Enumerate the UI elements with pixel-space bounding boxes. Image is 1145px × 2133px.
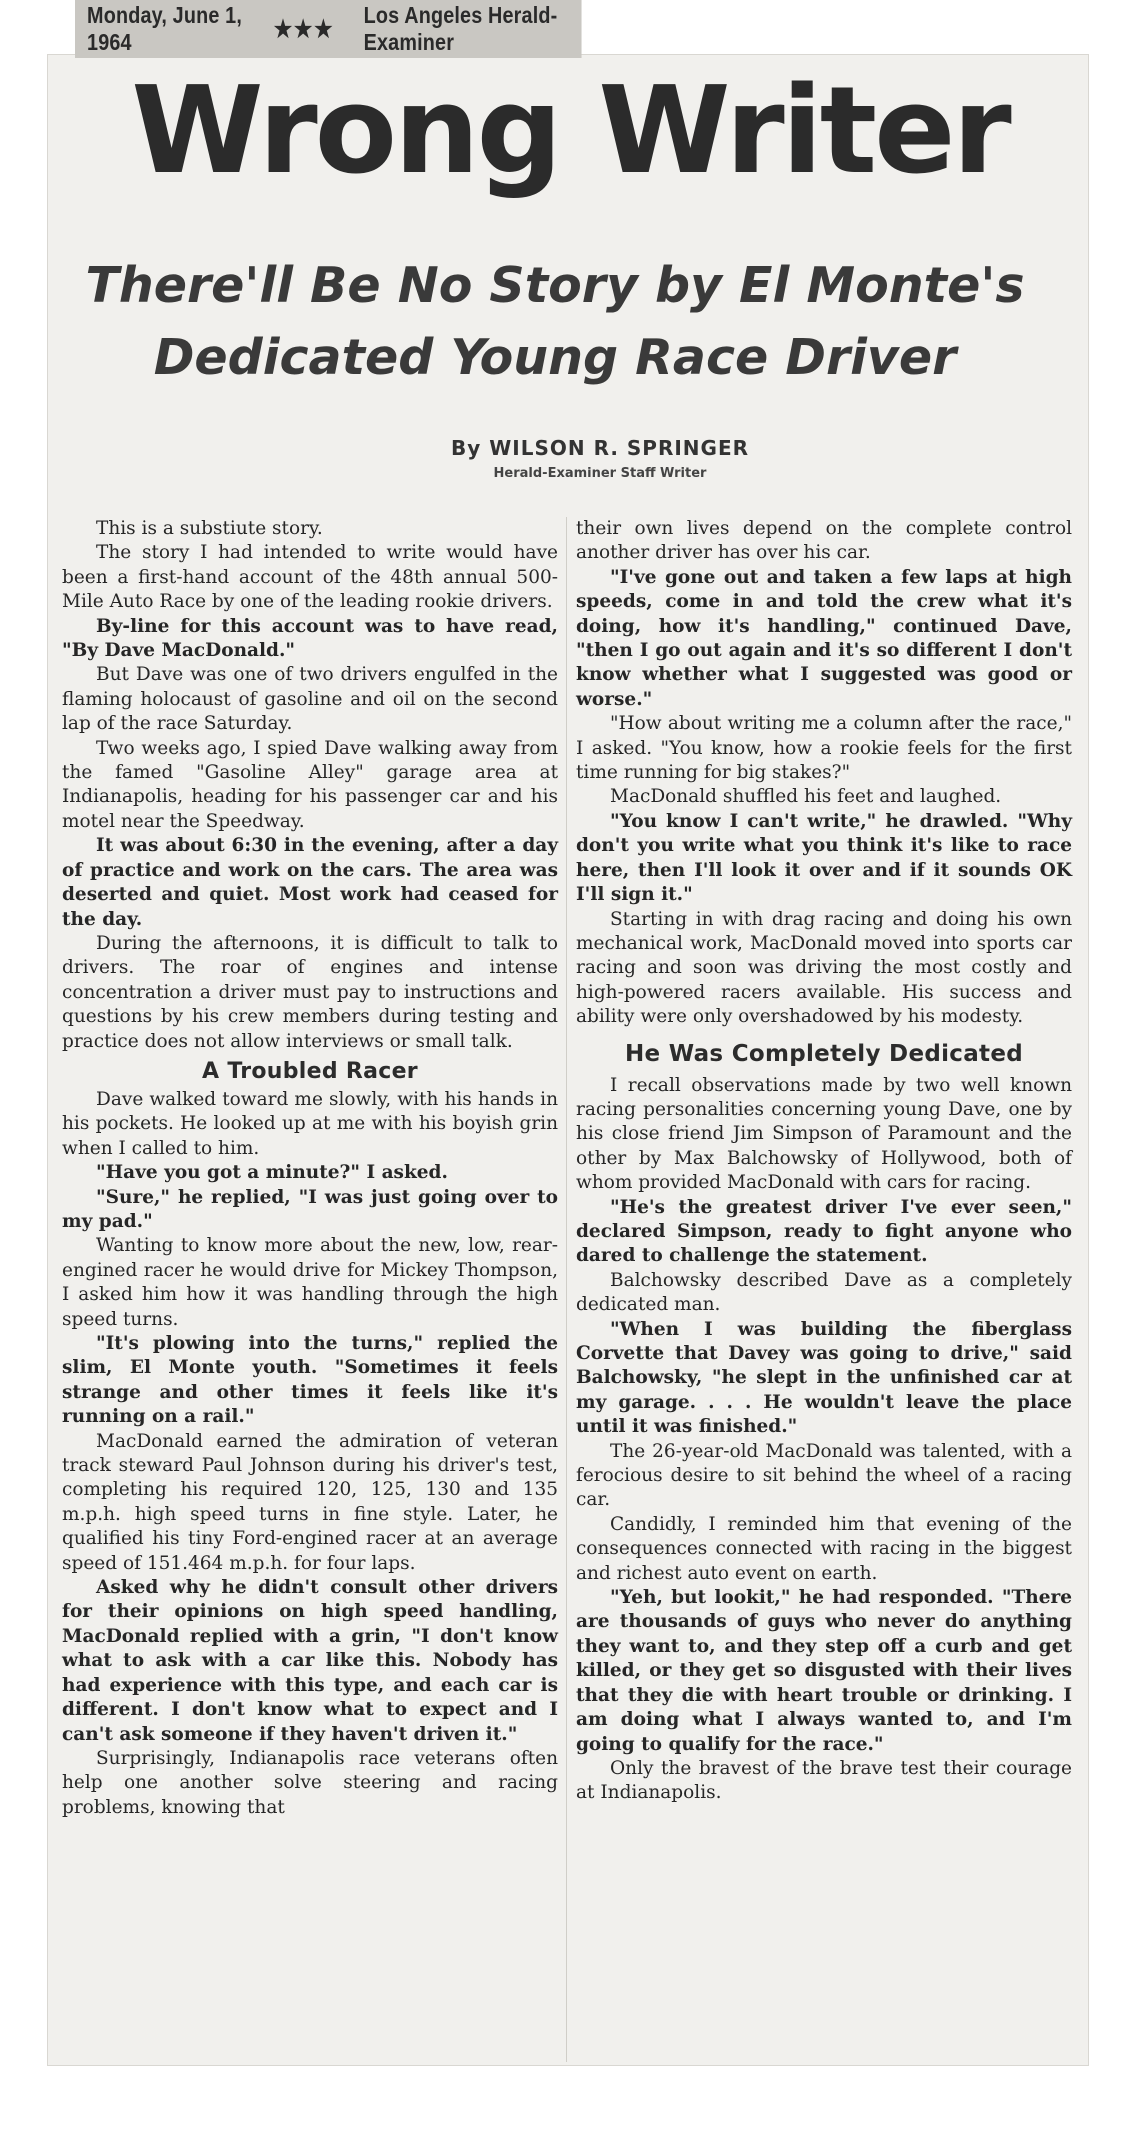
paragraph: It was about 6:30 in the evening, after a day of practice and work on the cars. The area was deserted and quiet. Most work had ceased for the day. xyxy=(62,835,558,930)
paragraph: their own lives depend on the complete control another driver has over his car. xyxy=(576,518,1072,564)
article-column-left xyxy=(62,517,558,1820)
staff-writer-credit: Herald-Examiner Staff Writer xyxy=(493,466,707,481)
date-text: Monday, June 1, 1964 xyxy=(87,2,243,55)
paragraph: "Yeh, but lookit," he had responded. "There are thousands of guys who never do anything they want to, and they step off a curb and get killed, or they get so disgusted with their lives that they die with heart trouble or drinking. I am doing what I always wanted to, and I'm going to qualify for the race." xyxy=(576,1587,1072,1755)
paragraph: I recall observations made by two well known racing personalities concerning young Dave, one by his close friend Jim Simpson of Paramount and the other by Max Balchowsky of Hollywood, both of whom provided MacDonald with cars for racing. xyxy=(576,1074,1072,1194)
paragraph: "How about writing me a column after the race," I asked. "You know, how a rookie feels for the first time running for big stakes?" xyxy=(576,713,1072,784)
paragraph: Two weeks ago, I spied Dave walking away from the famed "Gasoline Alley" garage area at Indianapolis, heading for his passenger car and his motel near the Speedway. xyxy=(62,737,558,832)
paragraph: "It's plowing into the turns," replied the slim, El Monte youth. "Sometimes it feels strange and other times it feels like it's running on a rail." xyxy=(62,1333,558,1428)
paragraph: Surprisingly, Indianapolis race veterans often help one another solve steering and racing problems, knowing that xyxy=(62,1747,558,1818)
paragraph: Dave walked toward me slowly, with his hands in his pockets. He looked up at me with his boyish grin when I called to him. xyxy=(62,1088,558,1159)
paragraph: MacDonald shuffled his feet and laughed. xyxy=(610,786,1002,808)
paragraph: "I've gone out and taken a few laps at high speeds, come in and told the crew what it's doing, how it's handling," continued Dave, "then I go out again and it's so different I don't know whether what I suggested was good or worse." xyxy=(576,566,1072,710)
dateline xyxy=(75,0,582,58)
byline: By WILSON R. SPRINGER xyxy=(450,436,750,460)
paragraph: MacDonald earned the admiration of veteran track steward Paul Johnson during his driver's test, completing his required 120, 125, 130 and 135 m.p.h. high speed turns in fine style. Later, he qualified his tiny Ford-engined racer at an average speed of 151.464 m.p.h. for four laps. xyxy=(62,1430,558,1574)
headline: Wrong Writer xyxy=(131,62,1009,201)
paragraph: "When I was building the fiberglass Corvette that Davey was going to drive," said Balchowsky, "he slept in the unfinished car at my garage. . . . He wouldn't leave the place until it was finished." xyxy=(576,1318,1072,1438)
paragraph: The 26-year-old MacDonald was talented, with a ferocious desire to sit behind the wheel of a racing car. xyxy=(576,1440,1072,1511)
article-column-right xyxy=(576,517,1072,1806)
paragraph: By-line for this account was to have read, "By Dave MacDonald." xyxy=(62,615,558,662)
paragraph: "He's the greatest driver I've ever seen," declared Simpson, ready to fight anyone who dared to challenge the statement. xyxy=(576,1196,1072,1267)
paragraph: Balchowsky described Dave as a completely dedicated man. xyxy=(576,1269,1072,1316)
column-divider xyxy=(566,517,567,2062)
paragraph: Wanting to know more about the new, low, rear-engined racer he would drive for Mickey Thompson, I asked him how it was handling through the high speed turns. xyxy=(62,1235,558,1330)
paragraph: Only the bravest of the brave test their courage at Indianapolis. xyxy=(576,1757,1072,1804)
paragraph: "Sure," he replied, "I was just going over to my pad." xyxy=(62,1186,558,1232)
paragraph: Asked why he didn't consult other drivers for their opinions on high speed handling, MacDonald replied with a grin, "I don't know what to ask with a car like this. Nobody has had experience with this type, and each car is different. I don't know what to expect and I can't ask someone if they haven't driven it." xyxy=(62,1577,558,1745)
paragraph: "Have you got a minute?" I asked. xyxy=(96,1162,448,1184)
paragraph: During the afternoons, it is difficult to talk to drivers. The roar of engines and intense concentration a driver must pay to instructions and questions by his crew members during testing and practice does not allow interviews or small talk. xyxy=(62,932,558,1052)
paragraph: Candidly, I reminded him that evening of the consequences connected with racing in the biggest and richest auto event on earth. xyxy=(576,1513,1072,1584)
paragraph: This is a substiute story. xyxy=(96,518,323,539)
subheadline-line-1: There'll Be No Story by El Monte's xyxy=(85,257,1025,314)
paragraph: But Dave was one of two drivers engulfed in the flaming holocaust of gasoline and oil on the second lap of the race Saturday. xyxy=(62,664,558,735)
subheadline-line-2: Dedicated Young Race Driver xyxy=(153,329,957,386)
paragraph: Starting in with drag racing and doing his own mechanical work, MacDonald moved into sports car racing and soon was driving the most costly and high-powered racers available. His success and ability were only overshadowed by his modesty. xyxy=(576,908,1072,1028)
paragraph: The story I had intended to write would have been a first-hand account of the 48th annual 500-Mile Auto Race by one of the leading rookie drivers. xyxy=(62,542,558,613)
stars-icon: ★★★ xyxy=(273,15,335,43)
section-heading: He Was Completely Dedicated xyxy=(624,1040,1024,1067)
paragraph: "You know I can't write," he drawled. "Why don't you write what you think it's like to race here, then I'll look it over and if it sounds OK I'll sign it." xyxy=(576,810,1072,906)
section-heading: A Troubled Racer xyxy=(202,1058,418,1084)
subheadline xyxy=(80,250,1030,394)
newspaper-name: Los Angeles Herald-Examiner xyxy=(363,2,558,55)
